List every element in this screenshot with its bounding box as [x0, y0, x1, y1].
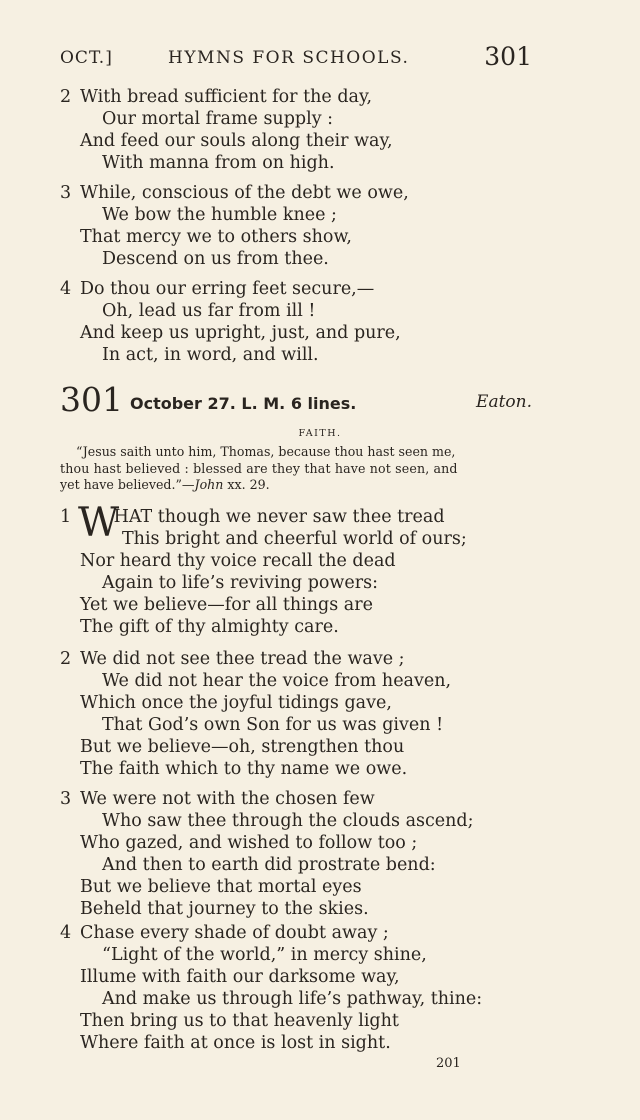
- stanza-number: 3: [60, 789, 72, 809]
- verse-line: In act, in word, and will.: [102, 345, 319, 365]
- epigraph-source-book: John: [194, 477, 224, 492]
- verse-line: Illume with faith our darksome way,: [80, 967, 400, 987]
- hymn-stanza-1: [60, 500, 540, 638]
- verse-line: That mercy we to others show,: [80, 227, 352, 247]
- stanza-number: 3: [60, 183, 72, 203]
- verse-line: Again to life’s reviving powers:: [102, 573, 379, 593]
- stanza-number: 4: [60, 279, 72, 299]
- verse-line: Nor heard thy voice recall the dead: [80, 551, 396, 571]
- hymn-stanza-4: [60, 922, 540, 1054]
- epigraph: [60, 444, 532, 494]
- drop-cap: W: [78, 500, 120, 546]
- verse-line: Oh, lead us far from ill !: [102, 301, 316, 321]
- verse-line: HAT though we never saw thee tread: [113, 507, 445, 527]
- verse-line: And then to earth did prostrate bend:: [102, 855, 436, 875]
- verse-line: But we believe—oh, strengthen thou: [80, 737, 405, 757]
- verse-line: That God’s own Son for us was given !: [102, 715, 444, 735]
- verse-line: This bright and cheerful world of ours;: [122, 529, 467, 549]
- verse-line: Our mortal frame supply :: [102, 109, 334, 129]
- epigraph-line-last: yet have believed.”—John xx. 29.: [60, 477, 270, 492]
- epigraph-source-ref: xx. 29.: [223, 477, 270, 492]
- verse-line: Then bring us to that heavenly light: [80, 1011, 399, 1031]
- running-header: [60, 42, 532, 74]
- verse-line: And keep us upright, just, and pure,: [80, 323, 401, 343]
- hymn-heading: [60, 382, 532, 422]
- epigraph-line: thou hast believed : blessed are they that have not seen, and: [60, 460, 458, 476]
- header-month: OCT.]: [60, 48, 113, 68]
- verse-line: We were not with the chosen few: [80, 789, 375, 809]
- epigraph-line: “Jesus saith unto him, Thomas, because thou hast seen me,: [76, 444, 456, 459]
- signature-mark: 201: [436, 1056, 461, 1071]
- verse-line: Descend on us from thee.: [102, 249, 329, 269]
- verse-line: While, conscious of the debt we owe,: [80, 183, 409, 203]
- verse-line: We did not see thee tread the wave ;: [80, 649, 405, 669]
- verse-line: “Light of the world,” in mercy shine,: [102, 945, 427, 965]
- prev-stanza-3: [60, 182, 540, 270]
- hymn-stanza-2: [60, 648, 540, 780]
- verse-line: Beheld that journey to the skies.: [80, 899, 369, 919]
- verse-line: Chase every shade of doubt away ;: [80, 923, 389, 943]
- header-page-number: 301: [484, 42, 532, 71]
- hymn-tune: Eaton.: [476, 392, 532, 412]
- prev-stanza-2: [60, 86, 540, 174]
- verse-line: We bow the humble knee ;: [102, 205, 337, 225]
- verse-line: Who gazed, and wished to follow too ;: [80, 833, 418, 853]
- stanza-number: 2: [60, 87, 72, 107]
- verse-line: Yet we believe—for all things are: [80, 595, 373, 615]
- verse-line: And feed our souls along their way,: [80, 131, 393, 151]
- verse-line: With manna from on high.: [102, 153, 335, 173]
- verse-line: And make us through life’s pathway, thine:: [102, 989, 483, 1009]
- hymn-number: 301: [60, 380, 123, 419]
- verse-line: Do thou our erring feet secure,—: [80, 279, 375, 299]
- stanza-number: 4: [60, 923, 72, 943]
- verse-line: We did not hear the voice from heaven,: [102, 671, 452, 691]
- verse-line: Who saw thee through the clouds ascend;: [102, 811, 474, 831]
- hymn-stanza-3: [60, 788, 540, 920]
- verse-line: The faith which to thy name we owe.: [80, 759, 408, 779]
- verse-line: The gift of thy almighty care.: [80, 617, 339, 637]
- stanza-number: 1: [60, 507, 72, 527]
- header-title: HYMNS FOR SCHOOLS.: [168, 48, 410, 68]
- hymn-date-meter: October 27. L. M. 6 lines.: [130, 394, 357, 413]
- stanza-number: 2: [60, 649, 72, 669]
- hymn-topic: FAITH.: [298, 428, 342, 439]
- verse-line: With bread sufficient for the day,: [80, 87, 373, 107]
- prev-stanza-4: [60, 278, 540, 366]
- verse-line: Which once the joyful tidings gave,: [80, 693, 392, 713]
- verse-line: Where faith at once is lost in sight.: [80, 1033, 391, 1053]
- verse-line: But we believe that mortal eyes: [80, 877, 362, 897]
